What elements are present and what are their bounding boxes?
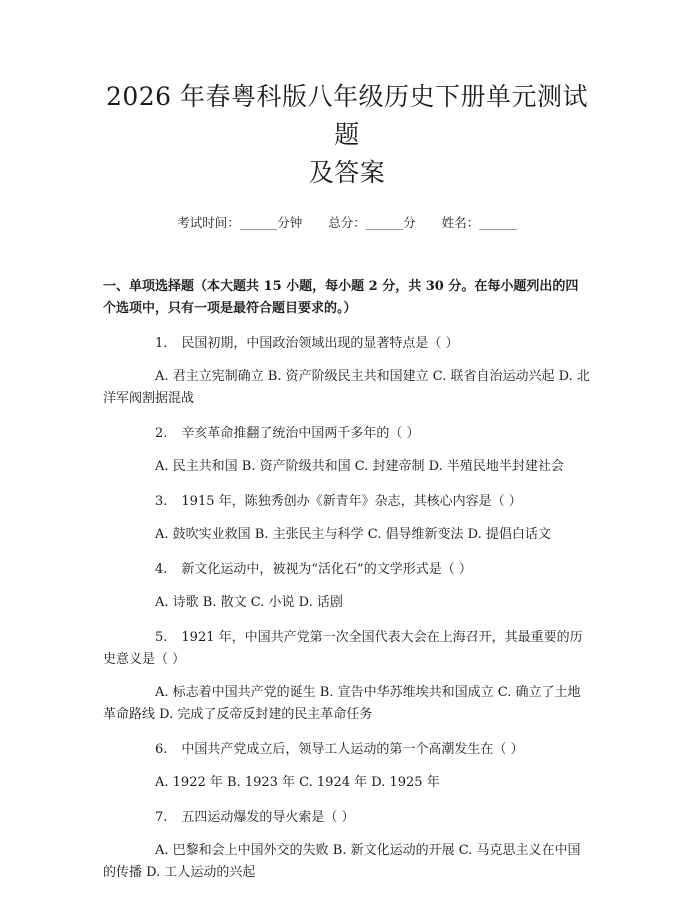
question-stem: [103, 559, 591, 581]
question-options: A. 1922 年 B. 1923 年 C. 1924 年 D. 1925 年: [155, 775, 440, 790]
question-2: [103, 423, 591, 478]
question-text: 新文化运动中，被视为“活化石”的文学形式是（ ）: [181, 562, 472, 577]
question-number: 6.: [155, 742, 168, 757]
question-number: 5.: [155, 630, 168, 645]
question-number: 4.: [155, 562, 168, 577]
question-text: 中国共产党成立后，领导工人运动的第一个高潮发生在（ ）: [181, 742, 524, 757]
question-options: A. 诗歌 B. 散文 C. 小说 D. 话剧: [155, 595, 343, 610]
question-text: 民国初期，中国政治领域出现的显著特点是（ ）: [181, 336, 459, 351]
question-list: [103, 333, 591, 884]
section-heading: 一、单项选择题（本大题共 15 小题，每小题 2 分，共 30 分。在每小题列出的四个选项中，只有一项是最符合题目要求的。）: [103, 279, 579, 316]
question-number: 2.: [155, 426, 168, 441]
question-text: 辛亥革命推翻了统治中国两千多年的（ ）: [181, 426, 420, 441]
document-title: [103, 78, 591, 192]
question-text: 五四运动爆发的导火索是（ ）: [181, 810, 355, 825]
question-text: 1921 年，中国共产党第一次全国代表大会在上海召开，其最重要的历史意义是（ ）: [103, 630, 583, 667]
question-number: 7.: [155, 810, 168, 825]
question-4: [103, 559, 591, 614]
question-number: 3.: [155, 494, 168, 509]
question-options: A. 鼓吹实业救国 B. 主张民主与科学 C. 倡导维新变法 D. 提倡白话文: [155, 527, 551, 542]
question-stem: [103, 423, 591, 445]
question-text: 1915 年，陈独秀创办《新青年》杂志，其核心内容是（ ）: [181, 494, 522, 509]
title-line-2: 及答案: [308, 158, 386, 187]
exam-time-field: 考试时间：______分钟: [177, 215, 303, 230]
question-5: [103, 627, 591, 726]
question-options: A. 标志着中国共产党的诞生 B. 宣告中华苏维埃共和国成立 C. 确立了土地革命路线 D. 完成了反帝反封建的民主革命任务: [103, 685, 581, 722]
exam-info: [103, 214, 591, 232]
total-score-field: 总分：______分: [328, 215, 416, 230]
question-stem: [103, 627, 591, 671]
question-options: A. 巴黎和会上中国外交的失败 B. 新文化运动的开展 C. 马克思主义在中国的传播 D. 工人运动的兴起: [103, 843, 581, 880]
question-6: [103, 739, 591, 794]
name-field: 姓名：______: [441, 215, 517, 230]
question-stem: [103, 491, 591, 513]
question-stem: [103, 333, 591, 355]
question-number: 1.: [155, 336, 168, 351]
question-1: [103, 333, 591, 410]
question-7: [103, 807, 591, 884]
question-stem: [103, 807, 591, 829]
title-line-1: 2026 年春粤科版八年级历史下册单元测试题: [105, 82, 589, 149]
document-page: [103, 78, 591, 884]
question-options: A. 民主共和国 B. 资产阶级共和国 C. 封建帝制 D. 半殖民地半封建社会: [155, 459, 564, 474]
question-3: [103, 491, 591, 546]
question-options: A. 君主立宪制确立 B. 资产阶级民主共和国建立 C. 联省自治运动兴起 D. 北洋军阀割据混战: [103, 369, 590, 406]
question-stem: [103, 739, 591, 761]
